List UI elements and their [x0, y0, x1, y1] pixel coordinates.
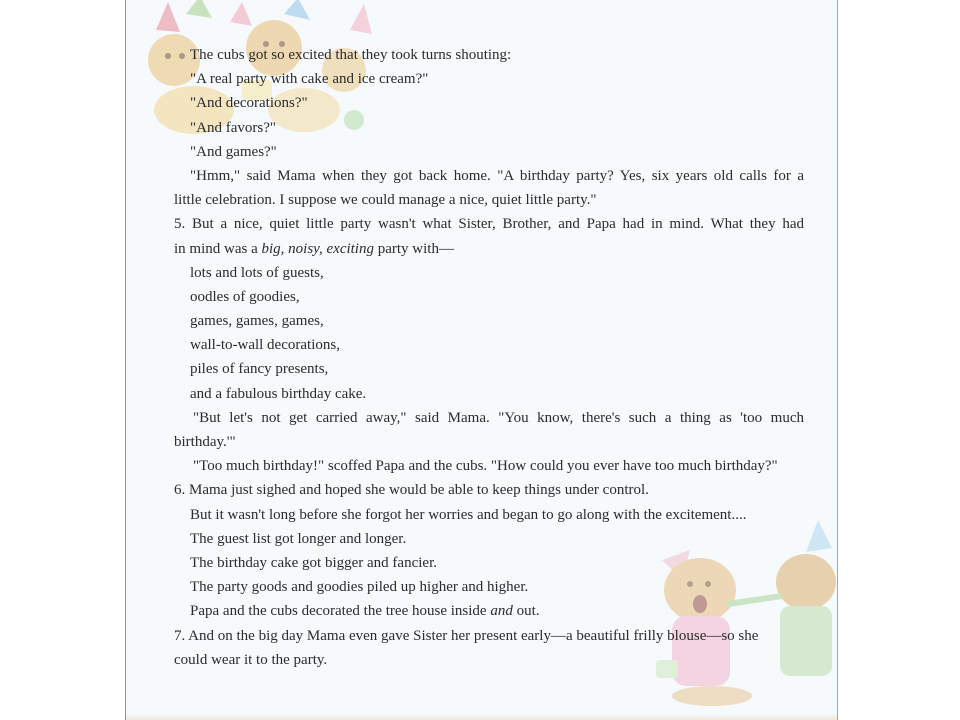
list-item: and a fabulous birthday cake.	[190, 385, 367, 402]
book-page	[125, 0, 838, 720]
text-line: "And decorations?"	[190, 95, 308, 112]
text-line	[174, 599, 804, 623]
text-line: little celebration. I suppose we could manage a nice, quiet little party."	[174, 192, 597, 209]
text-line: "A real party with cake and ice cream?"	[190, 71, 429, 88]
page-bottom-edge	[126, 714, 837, 720]
text-line: "But let's not get carried away," said Mama. "You know, there's such a thing as 'too much	[193, 409, 804, 426]
story-text	[174, 43, 804, 672]
text-line: 6. Mama just sighed and hoped she would be able to keep things under control.	[174, 482, 649, 499]
text-line: The guest list got longer and longer.	[190, 530, 407, 547]
text-line: 5. But a nice, quiet little party wasn't what Sister, Brother, and Papa had in mind. What they had	[174, 216, 804, 233]
italic-text: big, noisy, exciting	[261, 240, 374, 257]
text-span: Papa and the cubs decorated the tree house inside	[190, 603, 491, 620]
text-line: "And games?"	[190, 143, 277, 160]
text-line: The party goods and goodies piled up higher and higher.	[190, 579, 529, 596]
list-item: games, games, games,	[190, 313, 324, 330]
text-span: party with—	[373, 240, 454, 257]
text-line: "Hmm," said Mama when they got back home. "A birthday party? Yes, six years old calls for a	[190, 167, 804, 184]
list-item: wall-to-wall decorations,	[190, 337, 340, 354]
list-item: piles of fancy presents,	[190, 361, 329, 378]
text-line: could wear it to the party.	[174, 651, 328, 668]
text-line: birthday.'"	[174, 434, 236, 450]
text-span: in mind was a	[174, 240, 262, 257]
list-item: lots and lots of guests,	[190, 264, 324, 281]
text-line	[174, 237, 804, 261]
text-line: But it wasn't long before she forgot her worries and began to go along with the excitement....	[190, 506, 747, 523]
text-span: out.	[512, 603, 540, 620]
text-line: 7. And on the big day Mama even gave Sister her present early—a beautiful frilly blouse—so she	[174, 627, 759, 644]
list-item: oodles of goodies,	[190, 288, 300, 305]
text-line: The birthday cake got bigger and fancier.	[190, 554, 437, 571]
italic-text: and	[490, 603, 513, 620]
text-line: The cubs got so excited that they took turns shouting:	[190, 47, 512, 63]
text-line: "Too much birthday!" scoffed Papa and the cubs. "How could you ever have too much birthday?"	[193, 458, 778, 475]
text-line: "And favors?"	[190, 119, 276, 136]
